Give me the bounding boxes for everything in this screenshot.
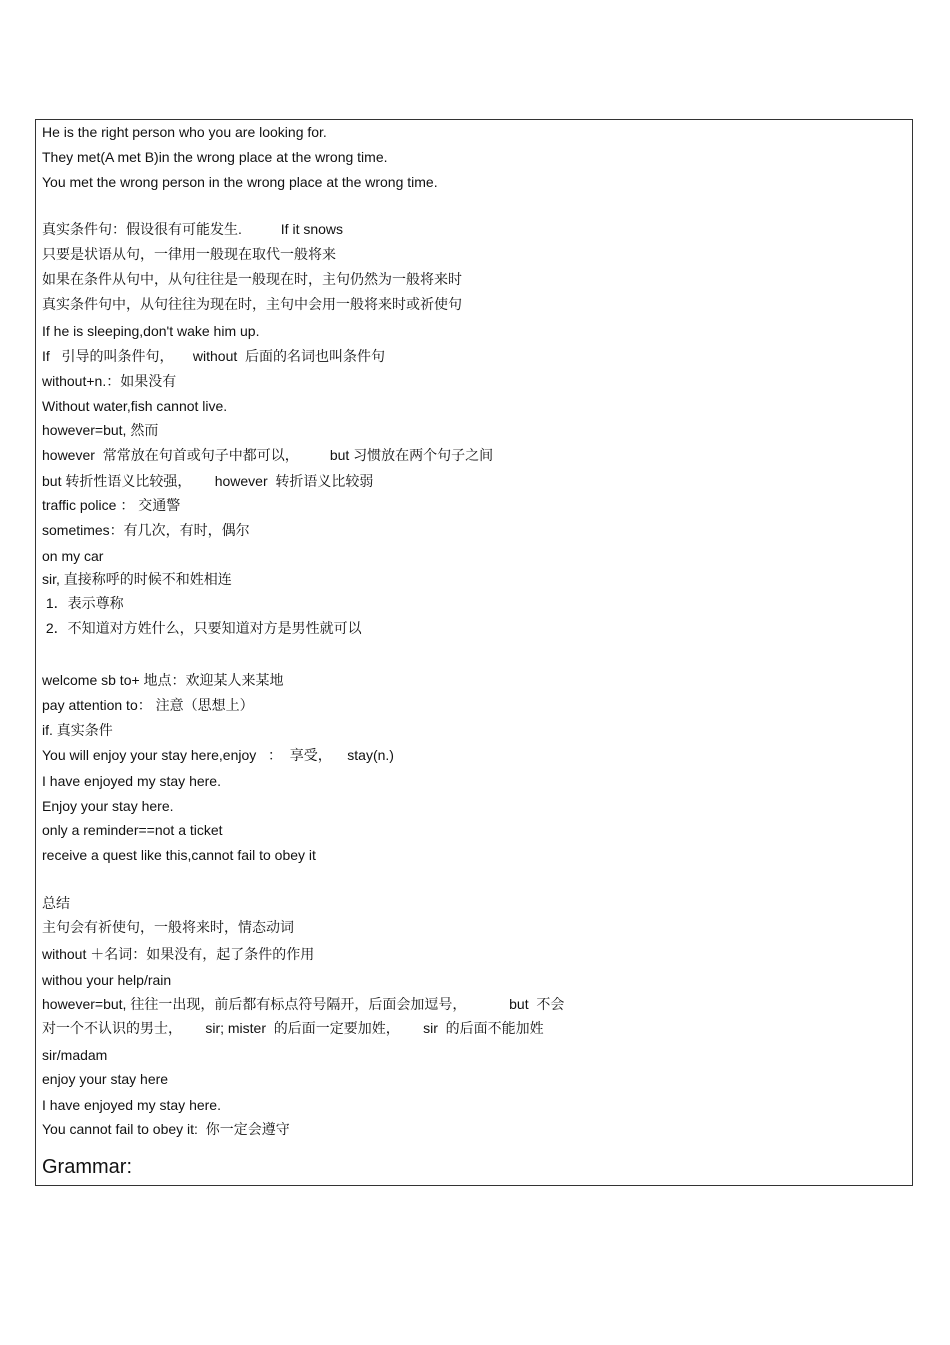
note-line: only a reminder==not a ticket: [42, 822, 223, 838]
note-line: I have enjoyed my stay here.: [42, 1097, 221, 1113]
note-line: however 常常放在句首或句子中都可以， but 习惯放在两个句子之间: [42, 447, 494, 463]
note-line: however=but, 往往一出现，前后都有标点符号隔开，后面会加逗号， but 不会: [42, 996, 565, 1012]
note-line: You met the wrong person in the wrong place at the wrong time.: [42, 174, 438, 190]
note-line: I have enjoyed my stay here.: [42, 773, 221, 789]
note-line: 主句会有祈使句，一般将来时，情态动词: [42, 919, 294, 935]
note-line: 真实条件句：假设很有可能发生. If it snows: [42, 221, 344, 237]
note-line: Without water,fish cannot live.: [42, 398, 228, 414]
note-line: welcome sb to+ 地点：欢迎某人来某地: [42, 672, 284, 688]
note-line: receive a quest like this,cannot fail to obey it: [42, 847, 316, 863]
note-line: They met(A met B)in the wrong place at the wrong time.: [42, 149, 388, 165]
note-line: If he is sleeping,don't wake him up.: [42, 323, 260, 339]
note-line: pay attention to： 注意（思想上）: [42, 697, 254, 713]
note-line: You will enjoy your stay here,enjoy ： 享受， stay(n.): [42, 747, 394, 763]
note-line: 总结: [42, 895, 70, 911]
note-line: 如果在条件从句中，从句往往是一般现在时，主句仍然为一般将来时: [42, 271, 462, 287]
note-line: sir, 直接称呼的时候不和姓相连: [42, 571, 232, 587]
note-line: traffic police ： 交通警: [42, 497, 181, 513]
note-line: 对一个不认识的男士， sir; mister 的后面一定要加姓， sir 的后面不能加姓: [42, 1020, 544, 1036]
note-line: 真实条件句中，从句往往为现在时，主句中会用一般将来时或祈使句: [42, 296, 462, 312]
note-line: Enjoy your stay here.: [42, 798, 174, 814]
note-line: If 引导的叫条件句， without 后面的名词也叫条件句: [42, 348, 386, 364]
note-line: sometimes：有几次，有时，偶尔: [42, 522, 250, 538]
note-line: if. 真实条件: [42, 722, 113, 738]
note-line: sir/madam: [42, 1047, 108, 1063]
grammar-heading: Grammar:: [42, 1156, 132, 1178]
note-line: 只要是状语从句，一律用一般现在取代一般将来: [42, 246, 336, 262]
note-line: without+n.：如果没有: [42, 373, 177, 389]
note-line: however=but, 然而: [42, 422, 159, 438]
note-line: on my car: [42, 548, 104, 564]
note-line: 2．不知道对方姓什么，只要知道对方是男性就可以: [42, 620, 362, 636]
note-line: without ＋名词：如果没有，起了条件的作用: [42, 946, 315, 962]
note-line: enjoy your stay here: [42, 1071, 169, 1087]
note-line: He is the right person who you are looking for.: [42, 124, 327, 140]
note-line: withou your help/rain: [42, 972, 172, 988]
note-line: but 转折性语义比较强， however 转折语义比较弱: [42, 473, 374, 489]
note-line: 1．表示尊称: [42, 595, 124, 611]
note-line: You cannot fail to obey it: 你一定会遵守: [42, 1121, 290, 1137]
